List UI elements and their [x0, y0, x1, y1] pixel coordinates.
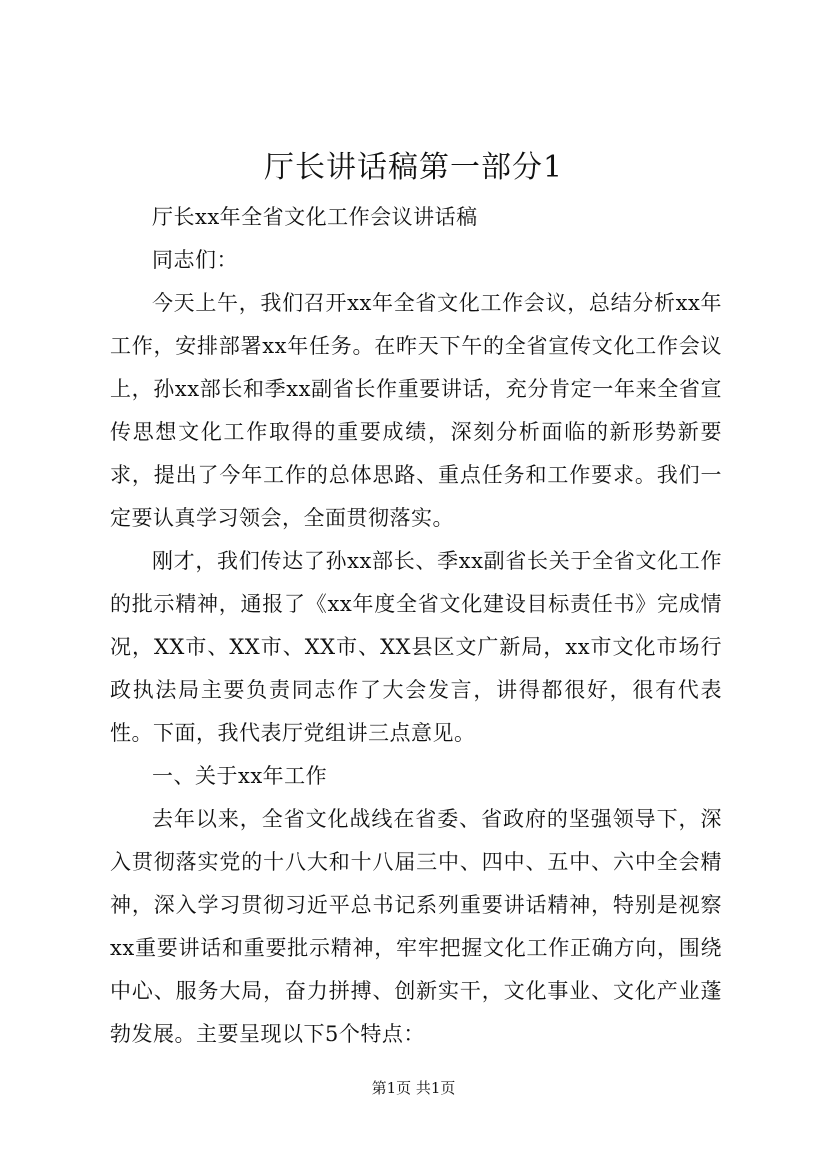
document-title: 厅长讲话稿第一部分1	[263, 150, 564, 185]
salutation: 同志们：	[152, 248, 238, 272]
paragraph-briefing: 刚才，我们传达了孙xx部长、季xx副省长关于全省文化工作的批示精神，通报了《xx年度全省文化建设目标责任书》完成情况，XX市、XX市、XX市、XX县区文广新局，xx市文化市场行政执法局主要负责同志作了大会发言，讲得都很好，很有代表性。下面，我代表厅党组讲三点意见。	[110, 549, 722, 745]
page-footer: 第1页 共1页	[371, 1079, 456, 1097]
paragraph-opening: 今天上午，我们召开xx年全省文化工作会议，总结分析xx年工作，安排部署xx年任务。在昨天下午的全省宣传文化工作会议上，孙xx部长和季xx副省长作重要讲话，充分肯定一年来全省宣传思想文化工作取得的重要成绩，深刻分析面临的新形势新要求，提出了今年工作的总体思路、重点任务和工作要求。我们一定要认真学习领会，全面贯彻落实。	[110, 291, 722, 530]
section-heading-1: 一、关于xx年工作	[152, 764, 328, 788]
speech-heading: 厅长xx年全省文化工作会议讲话稿	[152, 205, 478, 229]
document-body	[110, 196, 722, 1056]
paragraph-review: 去年以来，全省文化战线在省委、省政府的坚强领导下，深入贯彻落实党的十八大和十八届三中、四中、五中、六中全会精神，深入学习贯彻习近平总书记系列重要讲话精神，特别是视察xx重要讲话和重要批示精神，牢牢把握文化工作正确方向，围绕中心、服务大局，奋力拼搏、创新实干，文化事业、文化产业蓬勃发展。主要呈现以下5个特点：	[110, 807, 722, 1046]
